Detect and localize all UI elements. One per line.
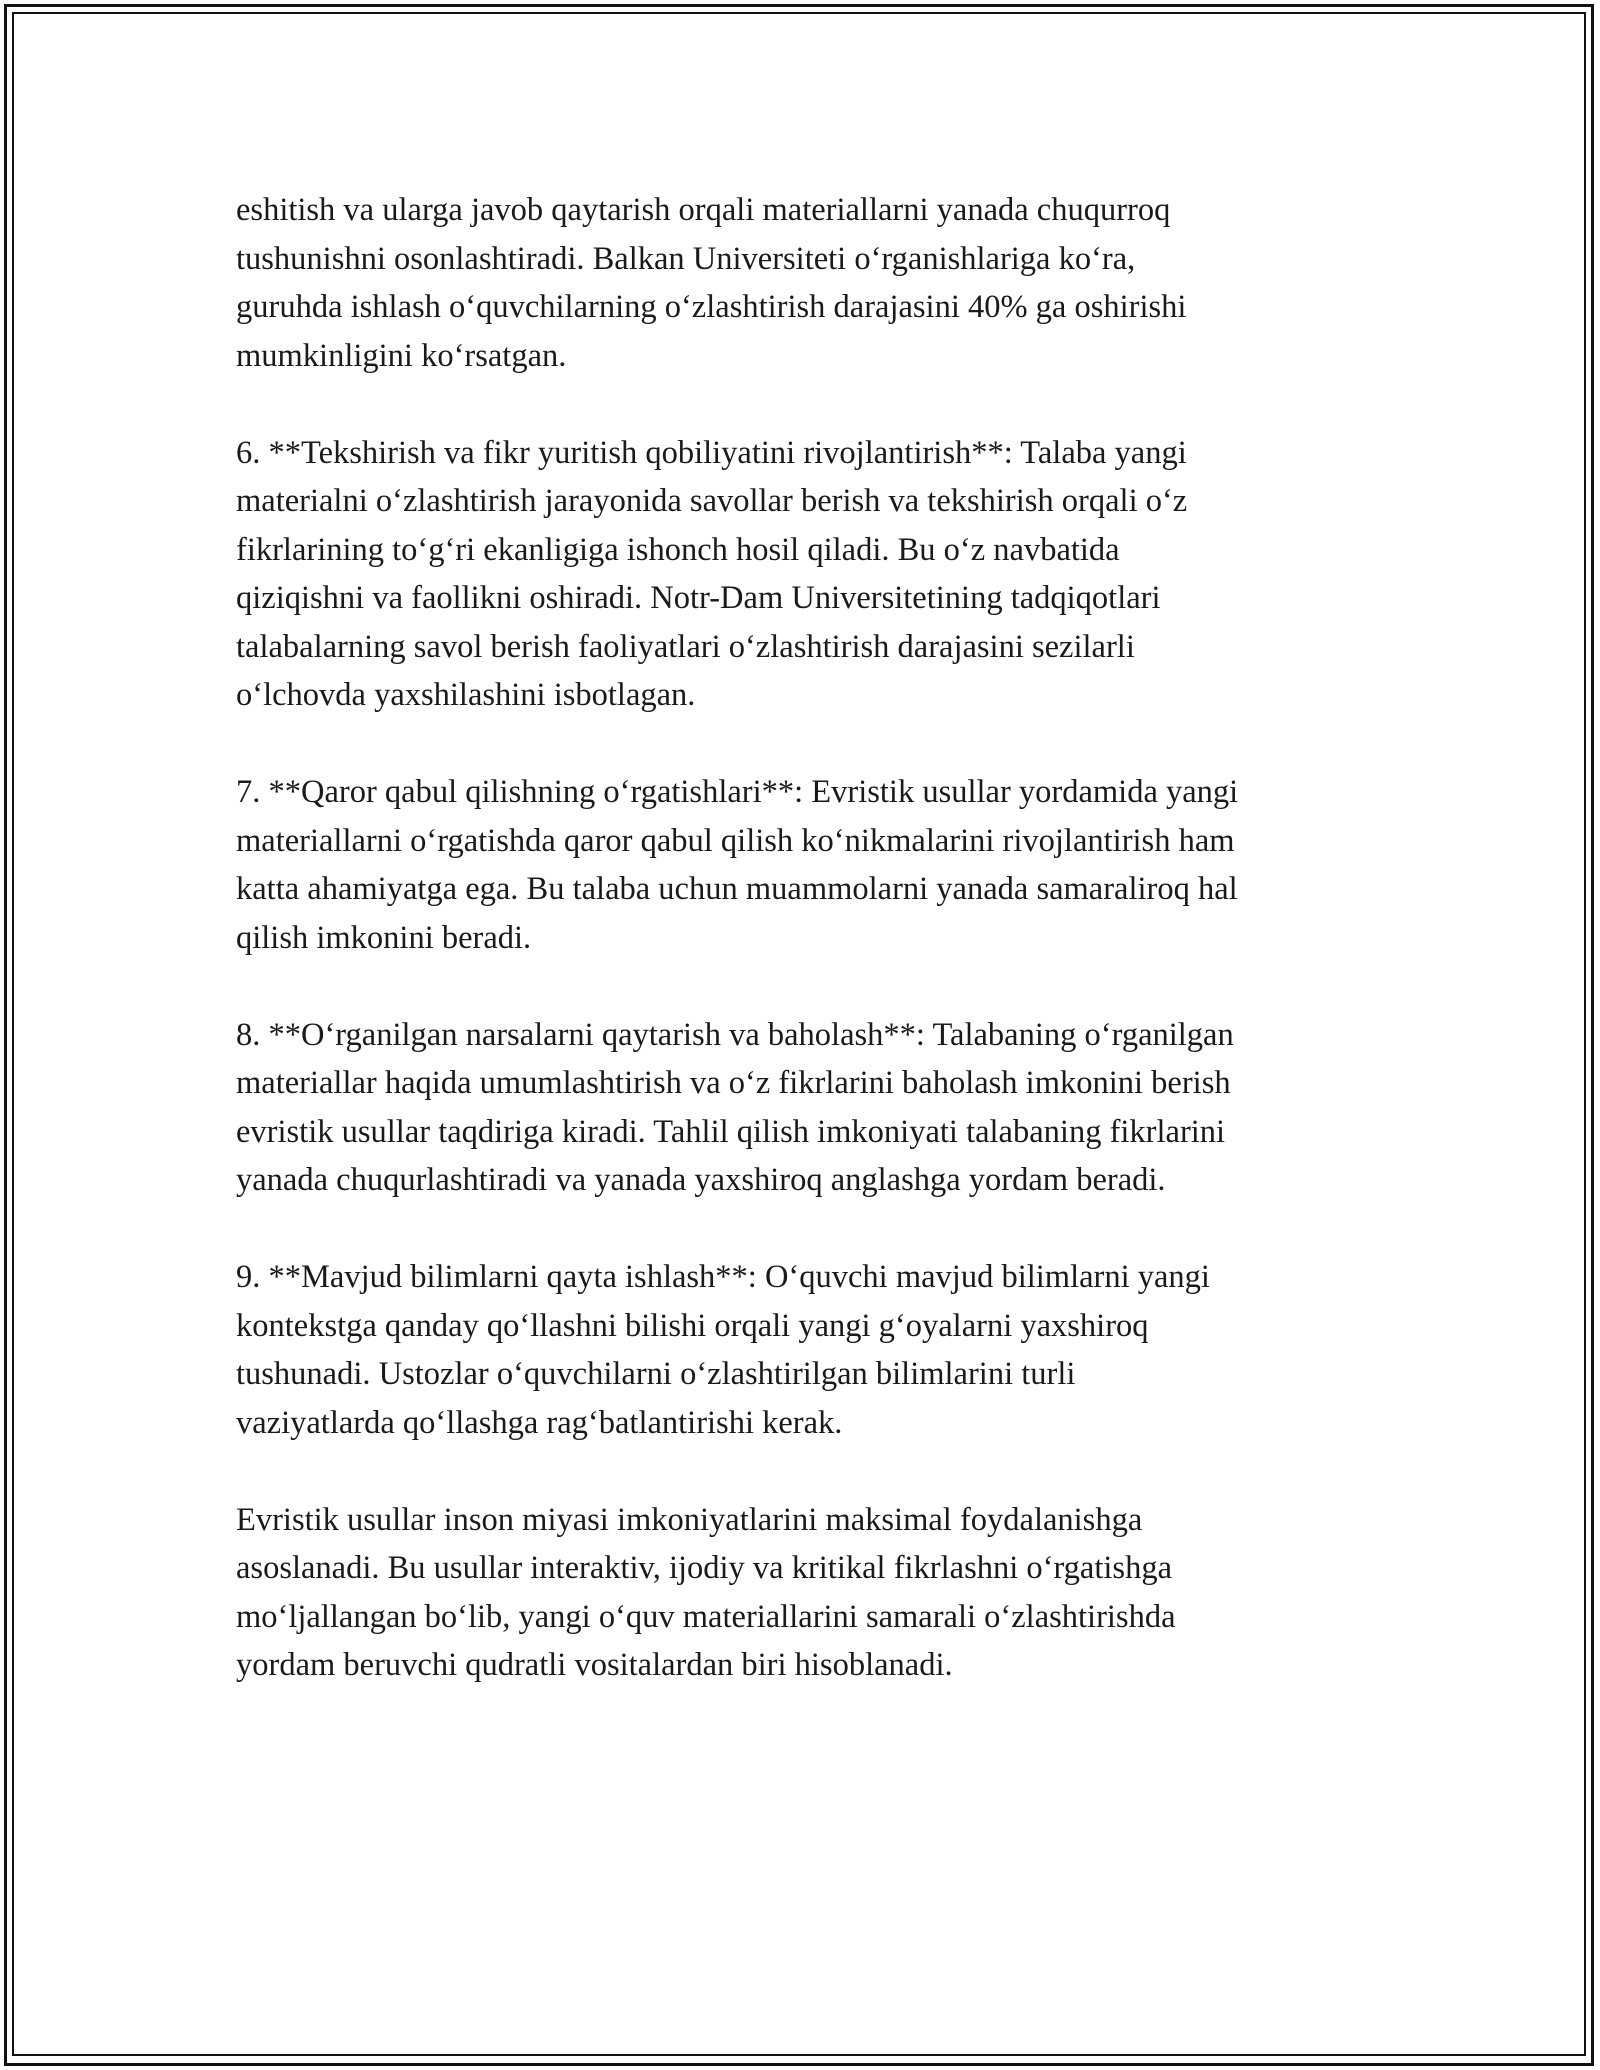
text-line: materialni o‘zlashtirish jarayonida savollar berish va tekshirish orqali o‘z [236,483,1188,519]
text-line: Evristik usullar inson miyasi imkoniyatlarini maksimal foydalanishga [236,1501,1143,1538]
text-line: kontekstga qanday qo‘llashni bilishi orqali yangi g‘oyalarni yaxshiroq [236,1307,1149,1344]
text-line: eshitish va ularga javob qaytarish orqali materiallarni yanada chuqurroq [236,192,1171,228]
text-line: 7. **Qaror qabul qilishning o‘rgatishlari**: Evristik usullar yordamida yangi [236,774,1239,810]
text-line: guruhda ishlash o‘quvchilarning o‘zlashtirish darajasini 40% ga oshirishi [236,289,1187,325]
paragraph-item-9 [236,1253,1396,1447]
paragraph-intro-continuation [236,186,1396,380]
text-line: evristik usullar taqdiriga kiradi. Tahlil qilish imkoniyati talabaning fikrlarini [236,1113,1226,1150]
text-line: talabalarning savol berish faoliyatlari o‘zlashtirish darajasini sezilarli [236,628,1135,665]
text-line: qilish imkonini beradi. [236,919,532,956]
text-line: tushunadi. Ustozlar o‘quvchilarni o‘zlashtirilgan bilimlarini turli [236,1356,1076,1392]
text-line: mumkinligini ko‘rsatgan. [236,337,567,374]
text-line: yanada chuqurlashtiradi va yanada yaxshiroq anglashga yordam beradi. [236,1162,1166,1198]
paragraph-item-6 [236,429,1396,720]
text-line: materiallar haqida umumlashtirish va o‘z fikrlarini baholash imkonini berish [236,1065,1231,1101]
text-line: vaziyatlarda qo‘llashga rag‘batlantirishi kerak. [236,1404,843,1441]
text-line: katta ahamiyatga ega. Bu talaba uchun muammolarni yanada samaraliroq hal [236,871,1238,907]
text-line: materiallarni o‘rgatishda qaror qabul qilish ko‘nikmalarini rivojlantirish ham [236,822,1235,859]
text-line: asoslanadi. Bu usullar interaktiv, ijodiy va kritikal fikrlashni o‘rgatishga [236,1550,1172,1586]
text-line: 8. **O‘rganilgan narsalarni qaytarish va baholash**: Talabaning o‘rganilgan [236,1016,1234,1053]
text-line: 9. **Mavjud bilimlarni qayta ishlash**: O‘quvchi mavjud bilimlarni yangi [236,1259,1210,1295]
text-line: fikrlarining to‘g‘ri ekanligiga ishonch hosil qiladi. Bu o‘z navbatida [236,531,1120,568]
text-line: mo‘ljallangan bo‘lib, yangi o‘quv materiallarini samarali o‘zlashtirishda [236,1598,1176,1635]
paragraph-conclusion [236,1496,1396,1690]
document-body [236,186,1396,1738]
text-line: qiziqishni va faollikni oshiradi. Notr-Dam Universitetining tadqiqotlari [236,580,1161,616]
text-line: yordam beruvchi qudratli vositalardan biri hisoblanadi. [236,1647,953,1683]
text-line: o‘lchovda yaxshilashini isbotlagan. [236,677,696,713]
paragraph-item-7 [236,768,1396,962]
text-line: tushunishni osonlashtiradi. Balkan Universiteti o‘rganishlariga ko‘ra, [236,240,1136,277]
text-line: 6. **Tekshirish va fikr yuritish qobiliyatini rivojlantirish**: Talaba yangi [236,434,1187,471]
paragraph-item-8 [236,1011,1396,1205]
